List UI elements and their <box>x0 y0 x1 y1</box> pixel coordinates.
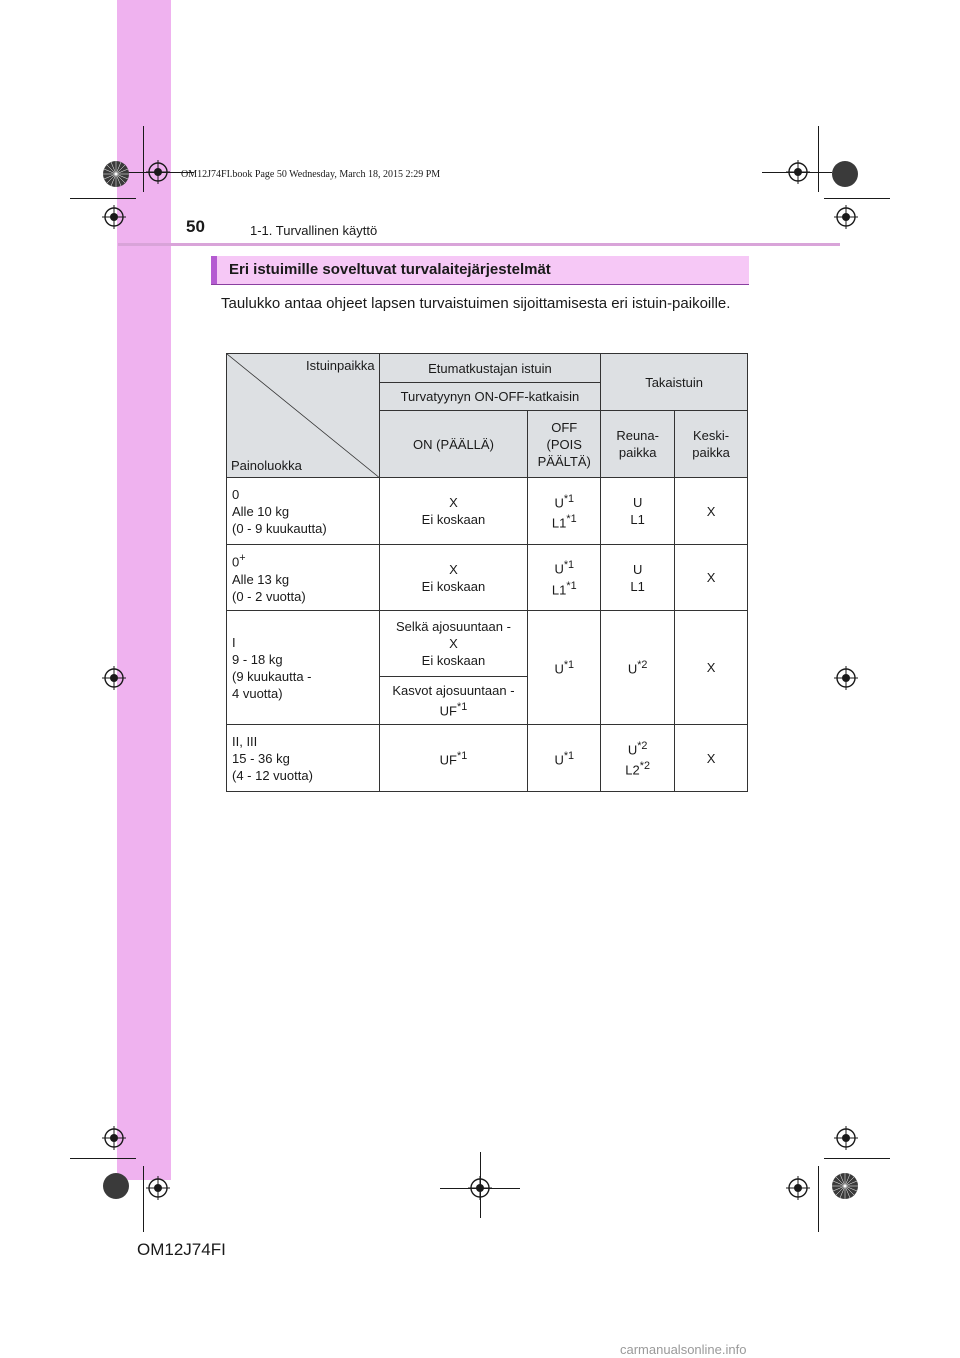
outer-seat-cell <box>601 545 675 611</box>
value: 0 <box>232 554 240 570</box>
header-divider <box>118 243 840 246</box>
table-row <box>227 725 748 792</box>
registration-mark-icon <box>102 666 126 690</box>
value: U <box>554 561 564 577</box>
footnote-marker: *2 <box>637 659 648 672</box>
registration-mark-icon <box>146 160 170 184</box>
value: U <box>554 495 564 510</box>
footnote-marker: *2 <box>639 760 651 772</box>
cell-line <box>530 557 598 577</box>
registration-mark-icon <box>468 1176 492 1200</box>
value: U <box>627 742 638 757</box>
cell-line: II, III <box>232 733 258 749</box>
weight-group-cell <box>227 545 380 611</box>
cell-line <box>603 758 672 778</box>
table-row <box>227 611 748 677</box>
header-line: paikka <box>692 445 730 460</box>
crop-mark <box>70 1158 136 1159</box>
dark-dot-mark-icon <box>831 160 859 188</box>
footnote-marker: *1 <box>566 579 577 592</box>
page-number: 50 <box>186 217 205 236</box>
crop-mark <box>824 198 890 199</box>
cell-line <box>382 699 526 719</box>
airbag-off-cell <box>528 725 601 792</box>
value: U <box>554 752 564 768</box>
value: L1 <box>551 515 567 531</box>
airbag-off-cell <box>528 611 601 725</box>
cell-line: L1 <box>630 512 645 527</box>
registration-mark-icon <box>786 160 810 184</box>
header-line: PÄÄLTÄ) <box>537 453 591 469</box>
footnote-marker: *1 <box>566 513 577 525</box>
cell-line <box>232 550 377 570</box>
registration-mark-icon <box>102 205 126 229</box>
site-watermark: carmanualsonline.info <box>620 1342 747 1357</box>
cell-line: X <box>449 495 458 510</box>
child-seat-table <box>226 353 748 792</box>
table-row <box>227 545 748 611</box>
value: U <box>627 661 638 677</box>
cell-line: 15 - 36 kg <box>232 750 290 766</box>
seat-position-label: Istuinpaikka <box>305 358 375 373</box>
header-line: Reuna- <box>616 428 659 443</box>
weight-group-cell <box>227 725 380 792</box>
crop-mark <box>818 1166 819 1232</box>
airbag-switch-header: Turvatyynyn ON-OFF-katkaisin <box>379 383 601 411</box>
cell-line: Ei koskaan <box>421 578 486 594</box>
chapter-header: 1-1. Turvallinen käyttö <box>250 223 378 238</box>
cell-line: 4 vuotta) <box>232 685 283 701</box>
outer-seat-cell <box>601 725 675 792</box>
registration-mark-icon <box>786 1176 810 1200</box>
cell-line: U <box>632 561 643 577</box>
cell-line: I <box>232 634 236 650</box>
registration-mark-icon <box>146 1176 170 1200</box>
middle-seat-cell: X <box>675 478 748 545</box>
header-line: OFF <box>551 419 578 435</box>
cell-line: U <box>632 495 643 510</box>
starburst-mark-icon <box>831 1172 859 1200</box>
cell-line: Selkä ajosuuntaan - <box>396 619 511 634</box>
cell-line: Kasvot ajosuuntaan - <box>392 682 515 698</box>
weight-group-cell <box>227 478 380 545</box>
crop-mark <box>143 1166 144 1232</box>
cell-line: L1 <box>630 578 645 594</box>
dark-dot-mark-icon <box>102 1172 130 1200</box>
section-title: Eri istuimille soveltuvat turvalaitejärjestelmät <box>229 261 551 278</box>
outer-seat-cell <box>601 478 675 545</box>
airbag-off-cell <box>528 545 601 611</box>
value: L1 <box>551 581 567 597</box>
cell-line: Ei koskaan <box>421 512 486 527</box>
registration-mark-icon <box>102 1126 126 1150</box>
cell-line: (4 - 12 vuotta) <box>232 767 313 783</box>
crop-mark <box>818 126 819 192</box>
airbag-on-cell <box>379 611 528 677</box>
footnote-marker: *1 <box>563 749 575 762</box>
cell-line: Ei koskaan <box>421 653 486 668</box>
value: U <box>554 661 564 677</box>
cell-line <box>530 511 598 531</box>
table-row <box>227 478 748 545</box>
middle-seat-cell: X <box>675 725 748 792</box>
cell-line <box>530 578 598 598</box>
cell-line: X <box>449 561 458 577</box>
front-seat-header: Etumatkustajan istuin <box>379 354 601 383</box>
footnote-marker: *1 <box>563 559 575 572</box>
middle-seat-cell: X <box>675 545 748 611</box>
superscript: + <box>239 552 246 565</box>
airbag-on-cell <box>379 725 528 792</box>
crop-mark <box>143 126 144 192</box>
book-file-info: OM12J74FI.book Page 50 Wednesday, March 18, 2015 2:29 PM <box>181 169 441 180</box>
header-line: paikka <box>618 445 657 460</box>
cell-line <box>530 491 598 511</box>
cell-line: (0 - 9 kuukautta) <box>232 520 327 536</box>
outer-seat-cell <box>601 611 675 725</box>
airbag-on-header: ON (PÄÄLLÄ) <box>379 411 528 478</box>
outer-seat-header <box>601 411 675 478</box>
intro-paragraph: Taulukko antaa ohjeet lapsen turvaistuimen sijoittamisesta eri istuin-paikoille. <box>221 295 731 312</box>
value: UF <box>439 703 457 719</box>
section-heading-bar <box>211 256 749 284</box>
table-corner-cell <box>227 354 380 478</box>
cell-line: 0 <box>232 486 240 502</box>
cell-line: 9 - 18 kg <box>232 651 283 667</box>
starburst-mark-icon <box>102 160 130 188</box>
footnote-marker: *1 <box>457 700 468 713</box>
cell-line: (0 - 2 vuotta) <box>232 588 306 604</box>
crop-mark <box>824 1158 890 1159</box>
airbag-off-cell <box>528 478 601 545</box>
registration-mark-icon <box>834 1126 858 1150</box>
cell-line: Alle 13 kg <box>232 571 290 587</box>
middle-seat-cell: X <box>675 611 748 725</box>
registration-mark-icon <box>834 205 858 229</box>
cell-line: Alle 10 kg <box>232 503 290 519</box>
value: UF <box>439 752 457 768</box>
value: L2 <box>625 762 640 778</box>
footnote-marker: *1 <box>563 659 575 672</box>
rear-seat-header: Takaistuin <box>601 354 748 411</box>
airbag-on-cell <box>379 677 528 725</box>
weight-group-label: Painoluokka <box>231 458 302 473</box>
section-heading-underline <box>211 284 749 285</box>
airbag-on-cell <box>379 478 528 545</box>
footnote-marker: *1 <box>563 492 575 505</box>
footnote-marker: *2 <box>637 739 648 752</box>
middle-seat-header <box>675 411 748 478</box>
registration-mark-icon <box>834 666 858 690</box>
cell-line: X <box>449 636 458 651</box>
footnote-marker: *1 <box>457 749 468 762</box>
cell-line <box>603 738 672 758</box>
airbag-off-header <box>528 411 601 478</box>
header-line: Keski- <box>692 428 730 443</box>
header-line: (POIS <box>546 436 582 452</box>
document-code: OM12J74FI <box>137 1240 226 1259</box>
weight-group-cell <box>227 611 380 725</box>
airbag-on-cell <box>379 545 528 611</box>
cell-line: (9 kuukautta - <box>232 668 312 684</box>
crop-mark <box>70 198 136 199</box>
